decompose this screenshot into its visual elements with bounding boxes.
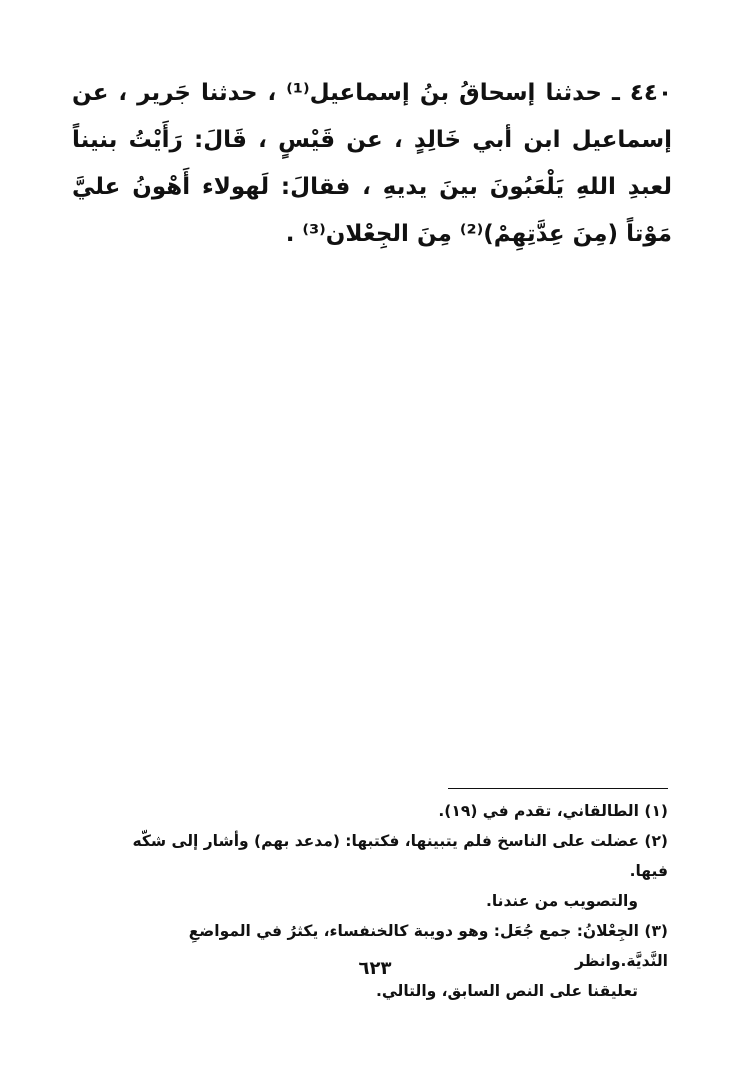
footnote-2: (٢) عضلت على الناسخ فلم يتبينها، فكتبها: (مدعد بهم) وأشار إلى شكّه فيها. — [132, 832, 668, 880]
footnote-3: (٣) الجِعْلانُ: جمع جُعَل: وهو دويبة كالخنفساء، يكثرُ في المواضعِ النَّديَّة.وانظر — [188, 922, 668, 970]
hadith-text: ٤٤٠ ـ حدثنا إسحاقُ بنُ إسماعيل⁽¹⁾ ، حدثنا جَرير ، عن إسماعيل ابن أبي خَالِدٍ ، عن قَيْسٍ ، قَالَ: رَأَيْتُ بنيناً لعبدِ اللهِ يَلْعَبُونَ بينَ يديهِ ، فقالَ: لَهولاء أَهْونُ عليَّ مَوْتاً (مِنَ عِدَّتِهِمْ)⁽²⁾ مِنَ الجِعْلان⁽³⁾ . — [72, 80, 672, 247]
page-number: ٦٢٣ — [358, 958, 392, 979]
footnote-2-continuation: والتصويب من عندنا. — [485, 892, 638, 910]
footnote-3-continuation: تعليقنا على النص السابق، والتالي. — [375, 982, 638, 1000]
footnote-divider — [448, 788, 668, 789]
footnote-1: (١) الطالقاني، تقدم في (١٩). — [438, 802, 668, 820]
